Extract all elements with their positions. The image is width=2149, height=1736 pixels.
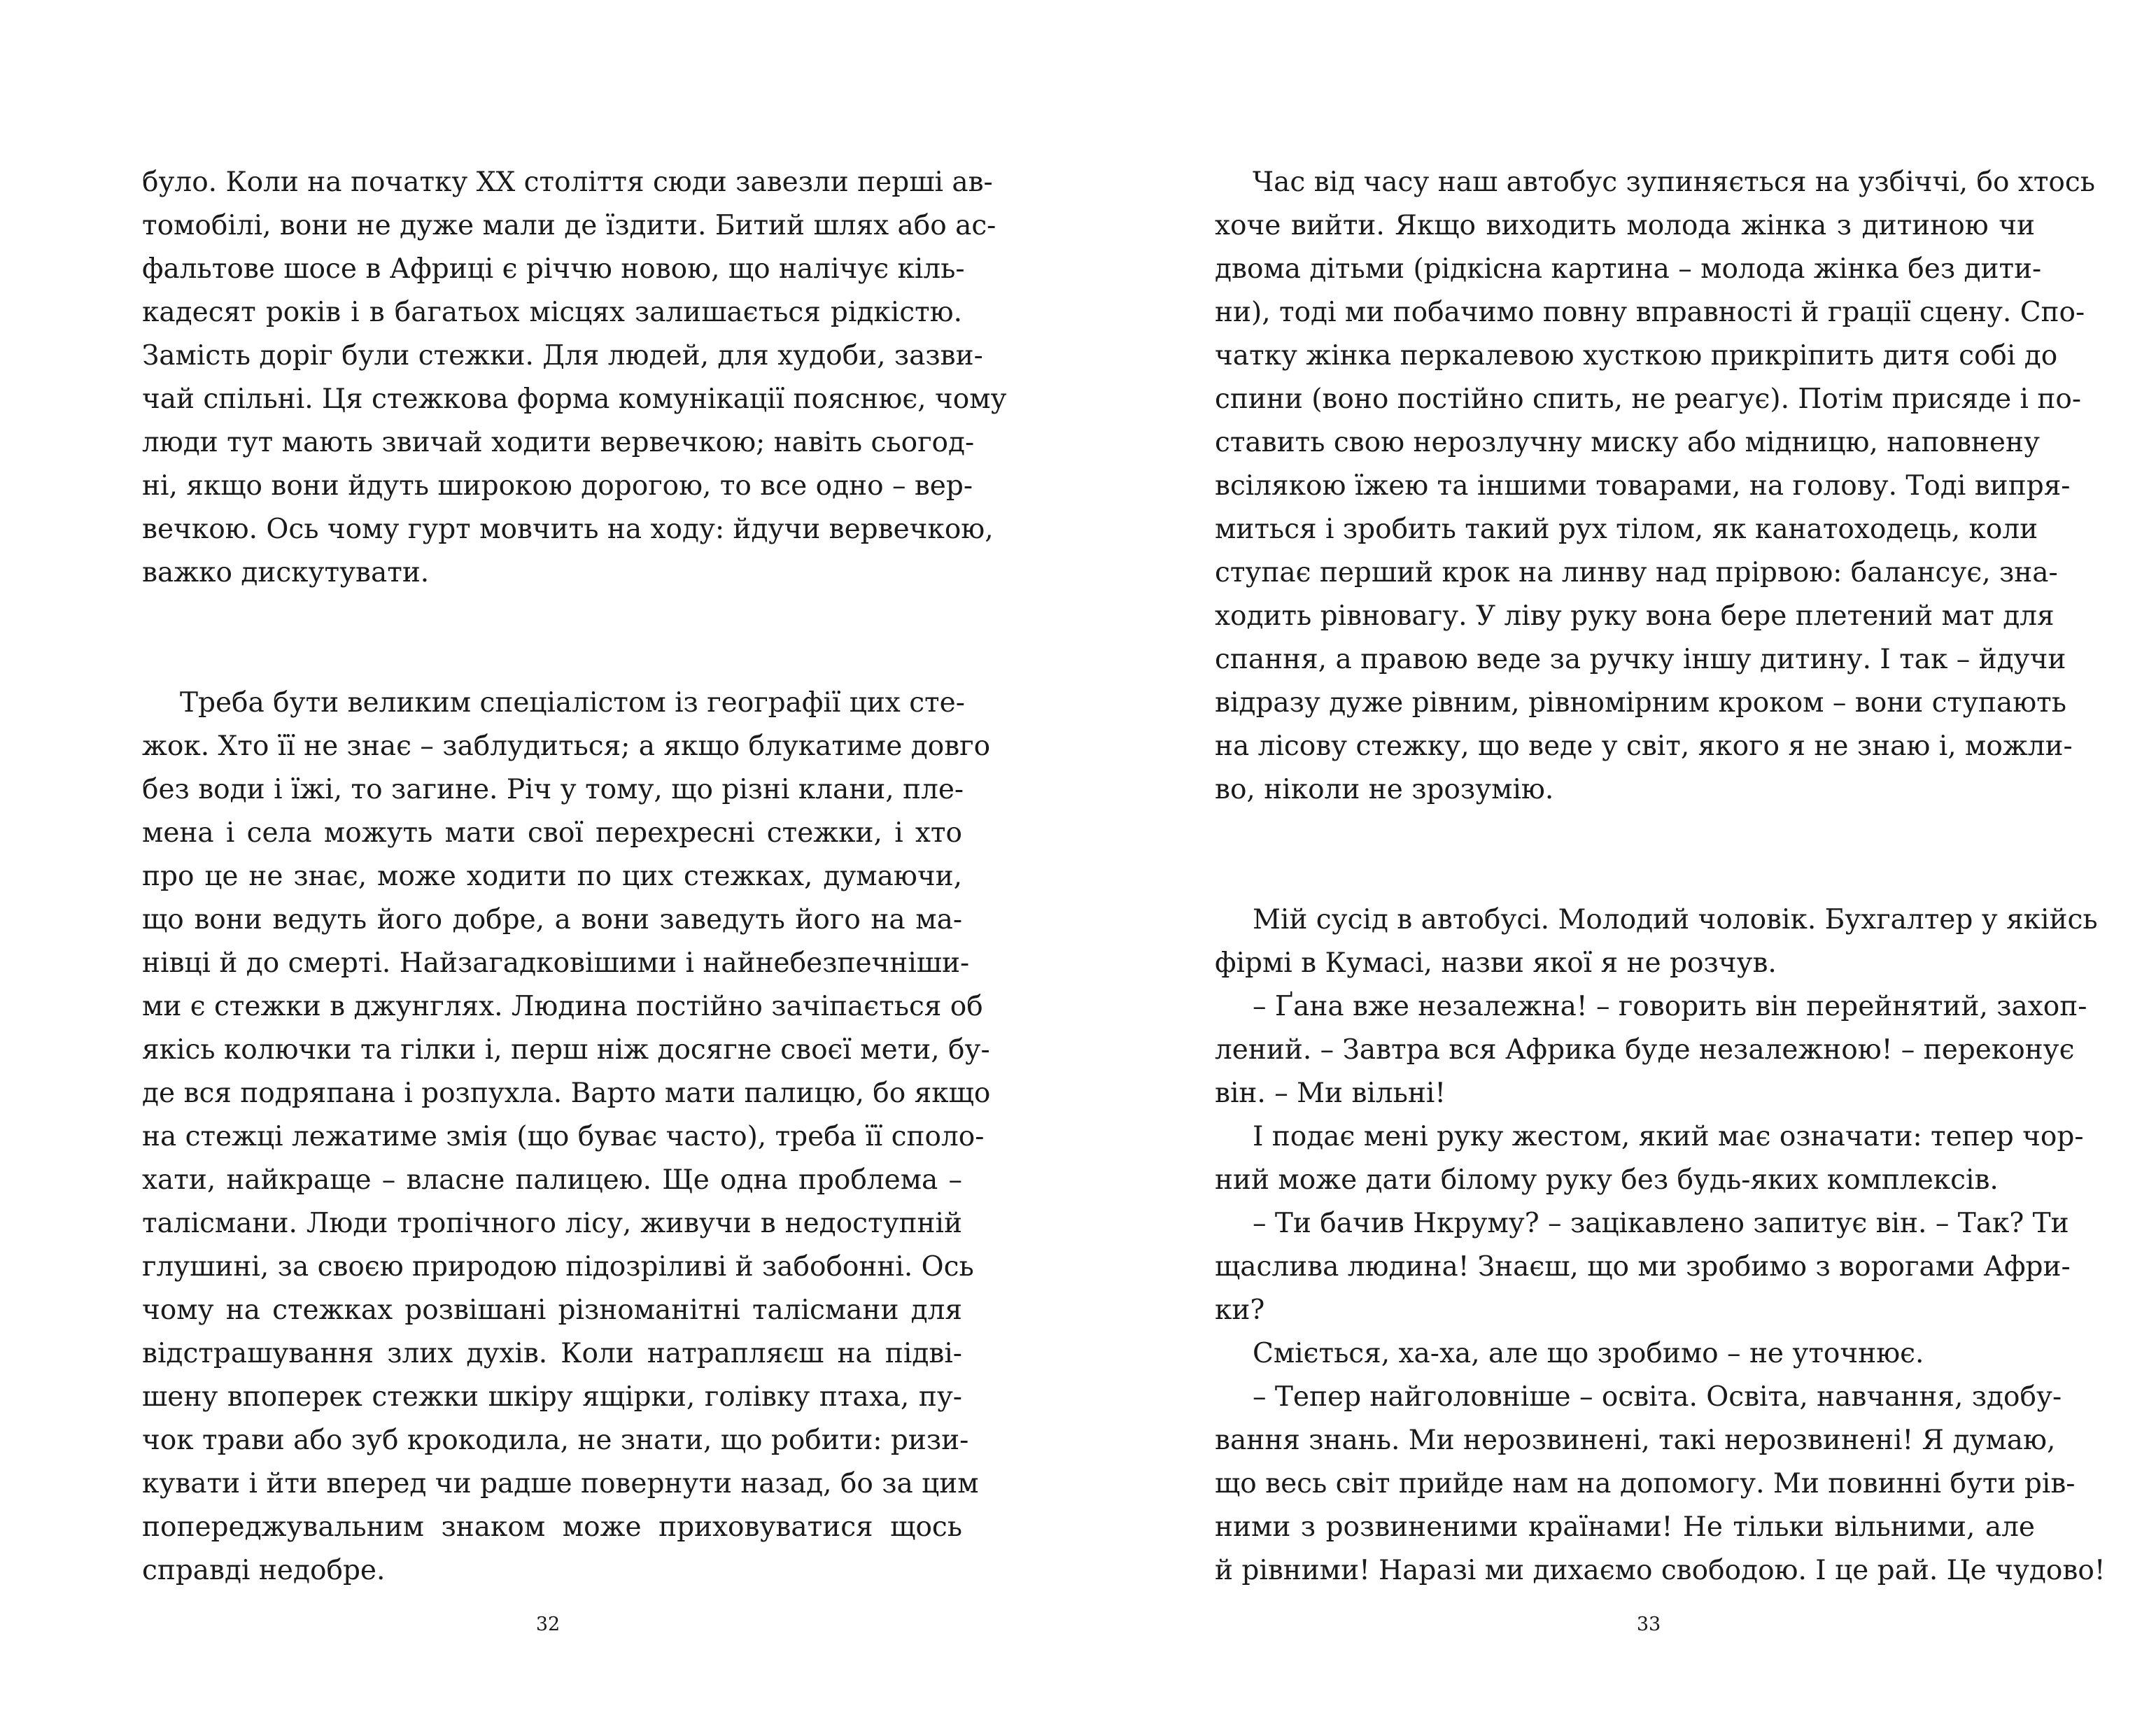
text-line: І подає мені руку жестом, який має означати: тепер чор-: [1253, 1121, 2084, 1152]
text-line: ступає перший крок на линву над прірвою: балансує, зна-: [1215, 557, 2058, 588]
text-line: без води і їжі, то загине. Річ у тому, що різні клани, пле-: [142, 774, 964, 805]
text-line: – Ґана вже незалежна! – говорить він перейнятий, захоп-: [1253, 991, 2087, 1022]
text-line: ставить свою нерозлучну миску або мідницю, наповнену: [1215, 427, 2040, 458]
text-line: де вся подряпана і розпухла. Варто мати палицю, бо якщо: [142, 1078, 991, 1109]
text-line: двома дітьми (рідкісна картина – молода жінка без дити-: [1215, 253, 2042, 285]
text-line: шену впоперек стежки шкіру ящірки, голівку птаха, пу-: [142, 1381, 962, 1413]
text-line: важко дискутувати.: [142, 557, 430, 588]
text-line: чай спільні. Ця стежкова форма комунікації пояснює, чому: [142, 383, 1007, 415]
paragraph: [1215, 1202, 2071, 1332]
page-number: 32: [535, 1614, 561, 1635]
text-line: чатку жінка перкалевою хусткою прикріпить дитя собі до: [1215, 340, 2058, 372]
text-line: ні, якщо вони йдуть широкою дорогою, то все одно – вер-: [142, 470, 973, 502]
text-line: нівці й до смерті. Найзагадковішими і найнебезпечніши-: [142, 947, 970, 979]
page-number: 33: [1636, 1614, 1661, 1635]
text-line: якісь колючки та гілки і, перш ніж досягне своєї мети, бу-: [142, 1034, 990, 1066]
text-line: й рівними! Наразі ми дихаємо свободою. І це рай. Це чудово!: [1215, 1555, 2106, 1586]
left-page-text: [142, 161, 1007, 1593]
right-page-text: [1215, 161, 2106, 1593]
text-line: Час від часу наш автобус зупиняється на узбіччі, бо хтось: [1253, 167, 2095, 198]
paragraph: [1215, 898, 2098, 985]
paragraph: [1215, 161, 2095, 812]
text-line: во, ніколи не зрозумію.: [1215, 774, 1554, 805]
text-line: чому на стежках розвішані різноманітні талісмани для: [142, 1294, 962, 1326]
paragraph: [142, 161, 1007, 595]
paragraph: [1215, 1115, 2084, 1202]
text-line: на лісову стежку, що веде у світ, якого я не знаю і, можли-: [1215, 731, 2073, 762]
paragraph: [142, 682, 991, 1593]
text-line: Мій сусід в автобусі. Молодий чоловік. Бухгалтер у якійсь: [1253, 904, 2098, 936]
left-page: [0, 0, 1074, 1736]
paragraph: [1215, 985, 2087, 1115]
paragraph: [1215, 1376, 2106, 1593]
text-line: глушині, за своєю природою підозріливі й забобонні. Ось: [142, 1251, 974, 1283]
text-line: він. – Ми вільні!: [1215, 1078, 1446, 1109]
text-line: Треба бути великим спеціалістом із географії цих сте-: [180, 687, 965, 719]
text-line: вечкою. Ось чому гурт мовчить на ходу: йдучи вервечкою,: [142, 514, 994, 545]
text-line: – Ти бачив Нкруму? – зацікавлено запитує він. – Так? Ти: [1253, 1208, 2069, 1239]
text-line: про це не знає, може ходити по цих стежках, думаючи,: [142, 861, 962, 892]
text-line: ний може дати білому руку без будь-яких комплексів.: [1215, 1164, 1999, 1196]
text-line: жок. Хто її не знає – заблудиться; а якщо блукатиме довго: [142, 731, 991, 762]
text-line: ходить рівновагу. У ліву руку вона бере плетений мат для: [1215, 600, 2055, 632]
text-line: Сміється, ха-ха, але що зробимо – не уточнює.: [1253, 1338, 1924, 1369]
text-line: фальтове шосе в Африці є річчю новою, що налічує кіль-: [142, 253, 965, 285]
text-line: ними з розвиненими країнами! Не тільки вільними, але: [1215, 1511, 2035, 1543]
paragraph-spacer: [142, 595, 962, 682]
text-line: ми є стежки в джунглях. Людина постійно зачіпається об: [142, 991, 983, 1022]
text-line: кувати і йти вперед чи радше повернути назад, бо за цим: [142, 1468, 979, 1499]
text-line: люди тут мають звичай ходити вервечкою; навіть сьогод-: [142, 427, 975, 458]
text-line: – Тепер найголовніше – освіта. Освіта, навчання, здобу-: [1253, 1381, 2062, 1413]
right-page: [1075, 0, 2149, 1736]
text-line: відстрашування злих духів. Коли натрапляєш на підві-: [142, 1338, 962, 1369]
text-line: вання знань. Ми нерозвинені, такі нерозвинені! Я думаю,: [1215, 1425, 2056, 1456]
text-line: попереджувальним знаком може приховуватися щось: [142, 1511, 962, 1543]
text-line: томобілі, вони не дуже мали де їздити. Битий шлях або ас-: [142, 210, 996, 241]
text-line: ни), тоді ми побачимо повну вправності й грації сцену. Спо-: [1215, 297, 2085, 328]
text-line: відразу дуже рівним, рівномірним кроком – вони ступають: [1215, 687, 2066, 719]
text-line: справді недобре.: [142, 1555, 386, 1586]
text-line: було. Коли на початку XX століття сюди завезли перші ав-: [142, 167, 993, 198]
text-line: хати, найкраще – власне палицею. Ще одна проблема –: [142, 1164, 962, 1196]
text-line: Замість доріг були стежки. Для людей, для худоби, зазви-: [142, 340, 983, 372]
text-line: талісмани. Люди тропічного лісу, живучи в недоступній: [142, 1208, 962, 1239]
paragraph: [1215, 1332, 2035, 1376]
text-line: ки?: [1215, 1294, 1265, 1326]
text-line: фірмі в Кумасі, назви якої я не розчув.: [1215, 947, 1777, 979]
text-line: мена і села можуть мати свої перехресні стежки, і хто: [142, 817, 962, 849]
text-line: миться і зробить такий рух тілом, як канатоходець, коли: [1215, 514, 2038, 545]
text-line: що вони ведуть його добре, а вони заведуть його на ма-: [142, 904, 962, 936]
text-line: спини (воно постійно спить, не реагує). Потім присяде і по-: [1215, 383, 2082, 415]
text-line: всілякою їжею та іншими товарами, на голову. Тоді випря-: [1215, 470, 2071, 502]
paragraph-spacer: [1215, 812, 2035, 898]
text-line: лений. – Завтра вся Африка буде незалежною! – переконує: [1215, 1034, 2075, 1066]
text-line: спання, а правою веде за ручку іншу дитину. І так – йдучи: [1215, 644, 2066, 675]
text-line: хоче вийти. Якщо виходить молода жінка з дитиною чи: [1215, 210, 2035, 241]
text-line: щаслива людина! Знаєш, що ми зробимо з ворогами Афри-: [1215, 1251, 2071, 1283]
text-line: кадесят років і в багатьох місцях залишається рідкістю.: [142, 297, 962, 328]
text-line: що весь світ прийде нам на допомогу. Ми повинні бути рів-: [1215, 1468, 2076, 1499]
text-line: чок трави або зуб крокодила, не знати, що робити: ризи-: [142, 1425, 969, 1456]
text-line: на стежці лежатиме змія (що буває часто), треба її споло-: [142, 1121, 985, 1152]
